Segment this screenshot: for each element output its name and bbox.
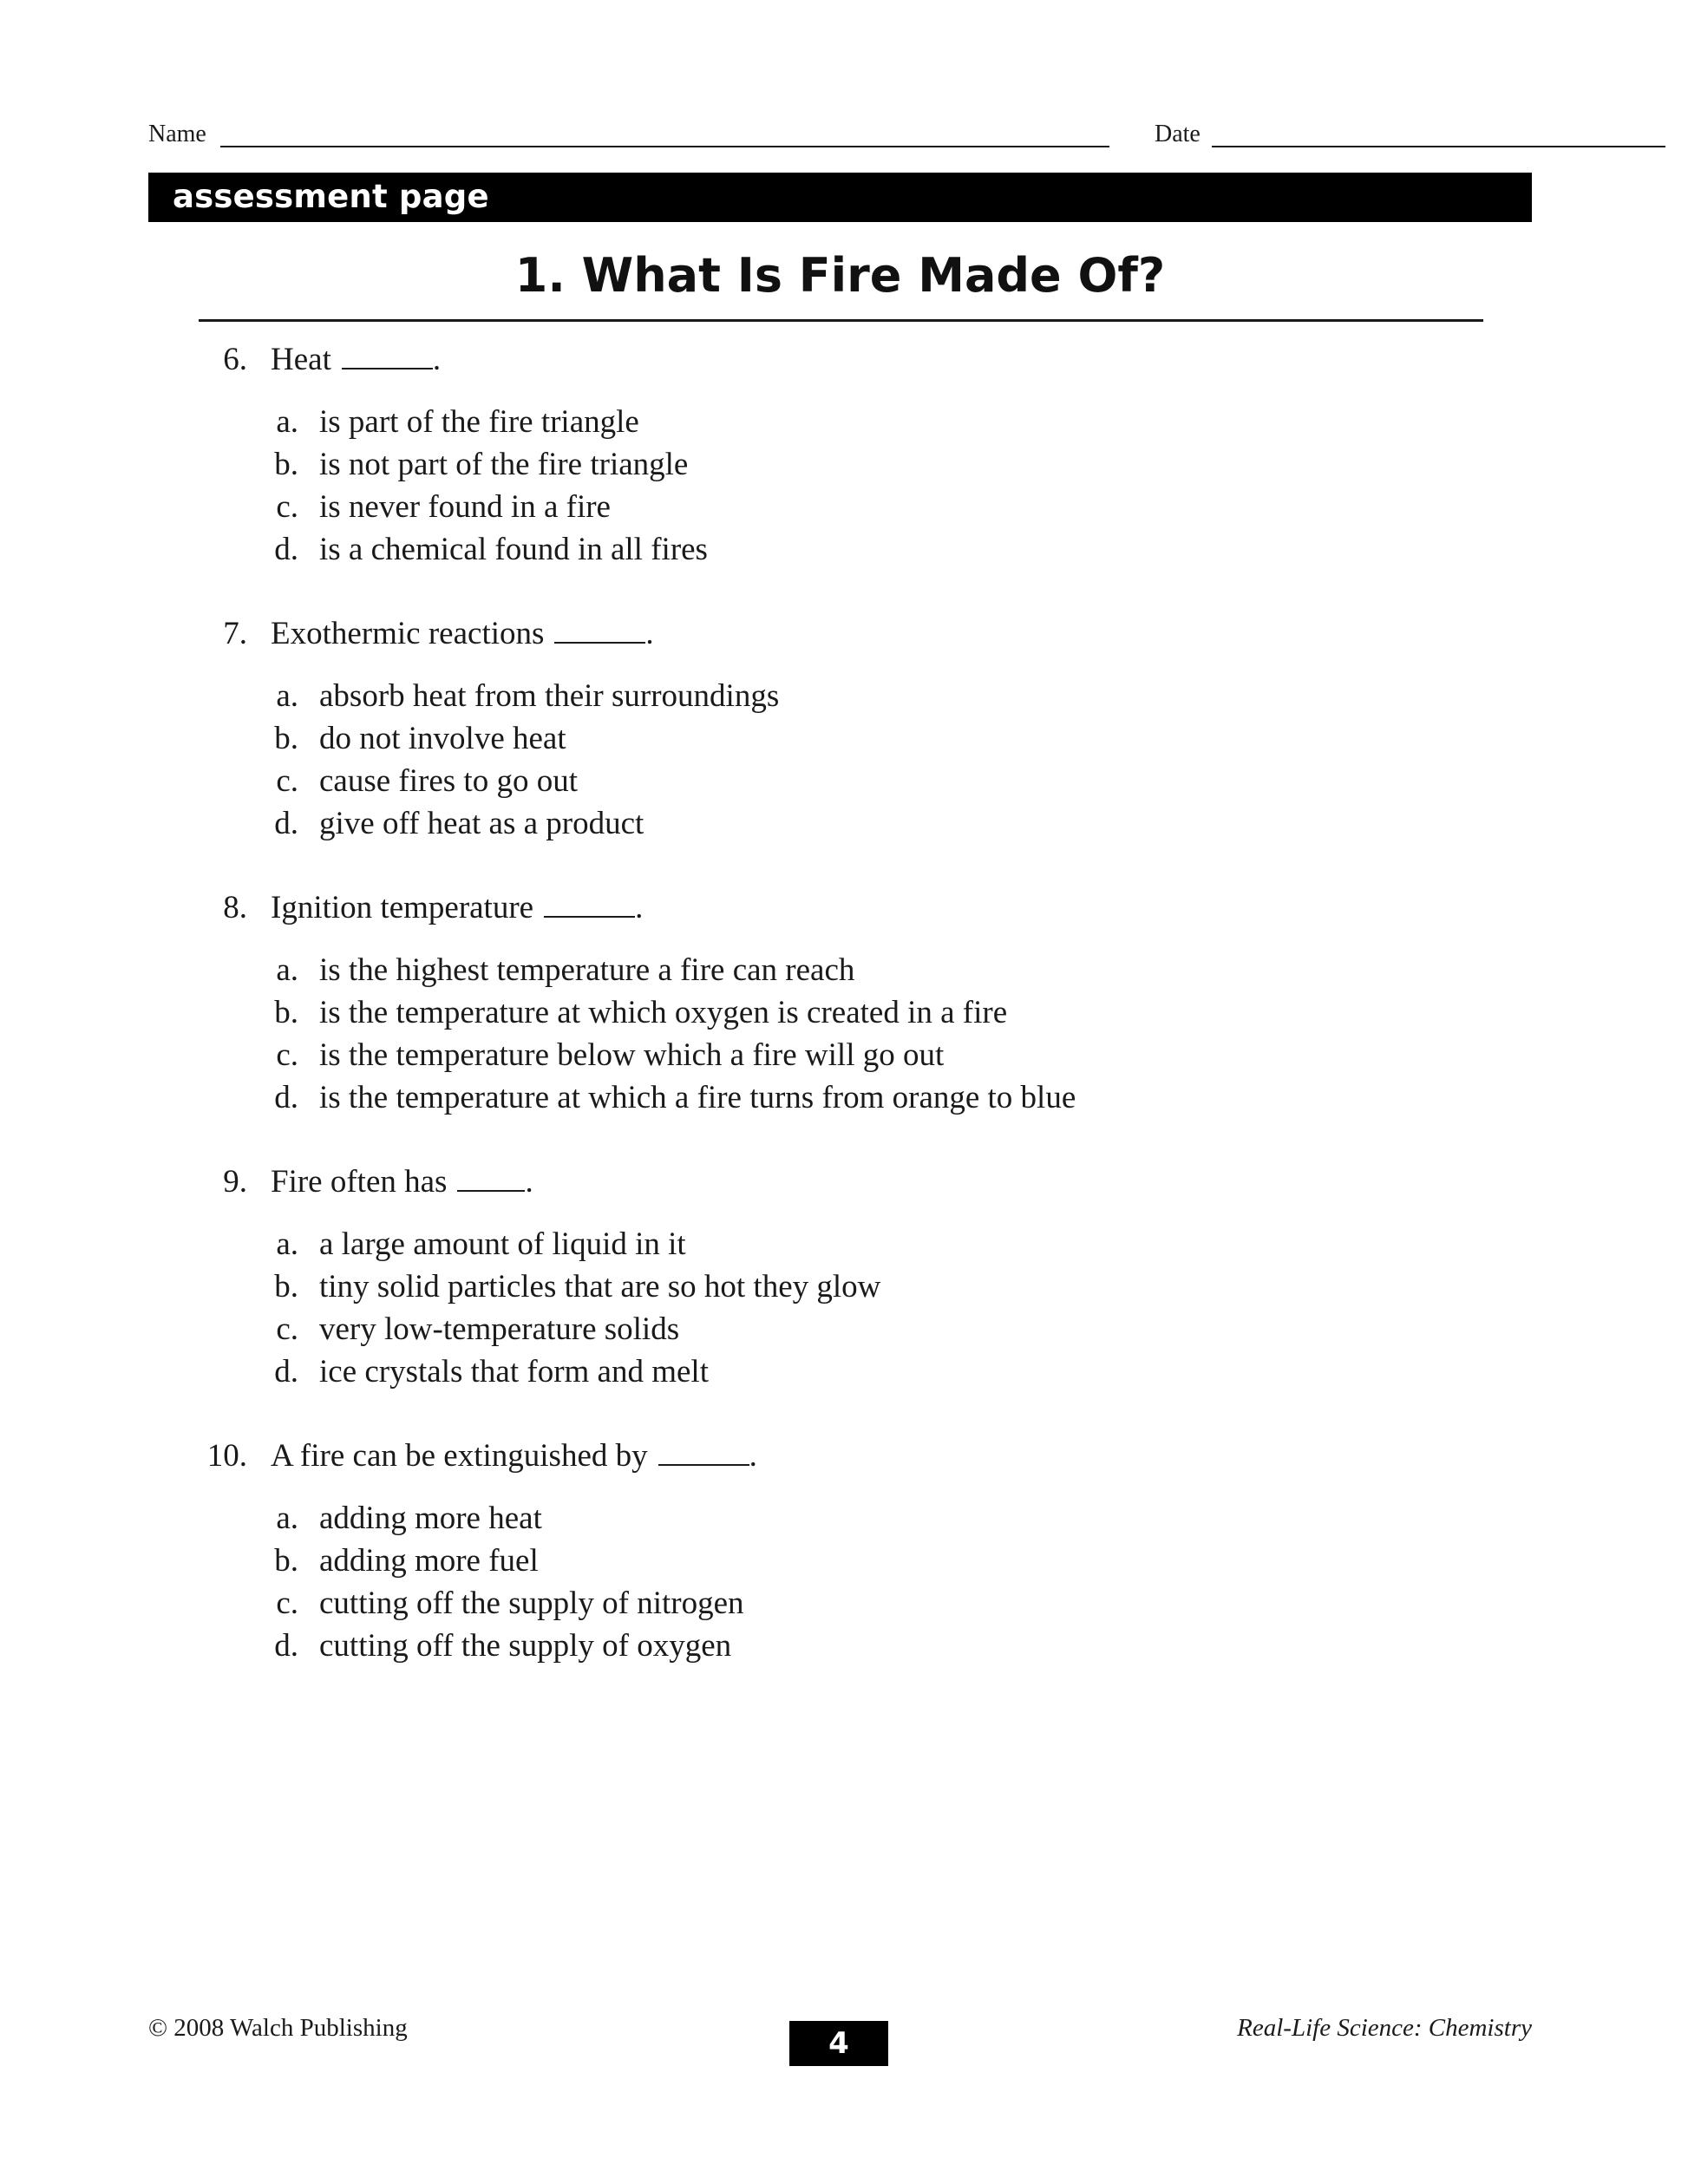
question-stem (271, 338, 441, 381)
page-number: 4 (789, 2021, 888, 2066)
question-end: . (749, 1438, 757, 1474)
option-letter: a. (276, 678, 298, 714)
date-field-line (1212, 146, 1665, 147)
option-letter: d. (274, 1628, 298, 1664)
assessment-banner (148, 173, 1532, 222)
question-end: . (525, 1164, 533, 1200)
option-text: is the temperature at which oxygen is created in a fire (319, 995, 1008, 1030)
question-stem (271, 1435, 757, 1477)
answer-blank (342, 345, 433, 369)
option-letter: c. (276, 1311, 298, 1347)
option-text: is never found in a fire (319, 489, 611, 525)
option-text: a large amount of liquid in it (319, 1226, 686, 1262)
option-letter: b. (274, 1543, 298, 1579)
banner-label: assessment page (173, 178, 489, 215)
question-number: 6. (223, 342, 247, 377)
title-rule (199, 319, 1483, 322)
option-text: is not part of the fire triangle (319, 447, 689, 482)
option-text: give off heat as a product (319, 806, 644, 841)
answer-blank (658, 1442, 749, 1466)
option-text: is a chemical found in all fires (319, 532, 708, 567)
question-number: 9. (223, 1164, 247, 1200)
option-text: do not involve heat (319, 721, 566, 756)
option-letter: a. (276, 1501, 298, 1536)
copyright-notice: © 2008 Walch Publishing (148, 2014, 408, 2042)
answer-blank (457, 1167, 525, 1192)
option-text: adding more heat (319, 1501, 542, 1536)
option-letter: a. (276, 1226, 298, 1262)
question-end: . (635, 890, 644, 925)
option-letter: a. (276, 404, 298, 440)
option-text: absorb heat from their surroundings (319, 678, 780, 714)
question-end: . (432, 342, 442, 377)
option-text: is the highest temperature a fire can reach (319, 952, 855, 988)
option-text: adding more fuel (319, 1543, 539, 1579)
option-letter: b. (274, 447, 298, 482)
option-text: is the temperature below which a fire will go out (319, 1037, 945, 1073)
book-title: Real-Life Science: Chemistry (1237, 2014, 1532, 2042)
option-text: cause fires to go out (319, 763, 578, 799)
question-text: Heat (271, 342, 331, 377)
option-text: cutting off the supply of nitrogen (319, 1586, 744, 1621)
option-letter: d. (274, 806, 298, 841)
name-field-line (220, 146, 1109, 147)
question-end: . (645, 616, 654, 651)
name-label: Name (148, 121, 206, 147)
option-letter: b. (274, 1269, 298, 1305)
option-letter: b. (274, 721, 298, 756)
option-letter: d. (274, 532, 298, 567)
question-text: Fire often has (271, 1164, 448, 1200)
question-stem (271, 612, 654, 655)
question-text: Ignition temperature (271, 890, 534, 925)
option-text: is the temperature at which a fire turns from orange to blue (319, 1080, 1076, 1115)
question-text: Exothermic reactions (271, 616, 545, 651)
question-text: A fire can be extinguished by (271, 1438, 648, 1474)
answer-blank (544, 893, 635, 918)
option-letter: c. (276, 489, 298, 525)
option-letter: c. (276, 763, 298, 799)
option-text: very low-temperature solids (319, 1311, 680, 1347)
option-letter: b. (274, 995, 298, 1030)
question-stem (271, 1161, 533, 1203)
question-number: 10. (206, 1438, 247, 1474)
option-text: is part of the fire triangle (319, 404, 639, 440)
page-title: 1. What Is Fire Made Of? (514, 248, 1166, 303)
option-letter: c. (276, 1586, 298, 1621)
name-date-row (148, 117, 1517, 152)
option-text: tiny solid particles that are so hot they glow (319, 1269, 881, 1305)
option-text: ice crystals that form and melt (319, 1354, 709, 1390)
option-letter: d. (274, 1354, 298, 1390)
option-text: cutting off the supply of oxygen (319, 1628, 732, 1664)
option-letter: c. (276, 1037, 298, 1073)
option-letter: d. (274, 1080, 298, 1115)
date-label: Date (1155, 121, 1201, 147)
answer-blank (554, 619, 645, 644)
question-stem (271, 886, 643, 929)
question-number: 7. (223, 616, 247, 651)
question-number: 8. (223, 890, 247, 925)
option-letter: a. (276, 952, 298, 988)
